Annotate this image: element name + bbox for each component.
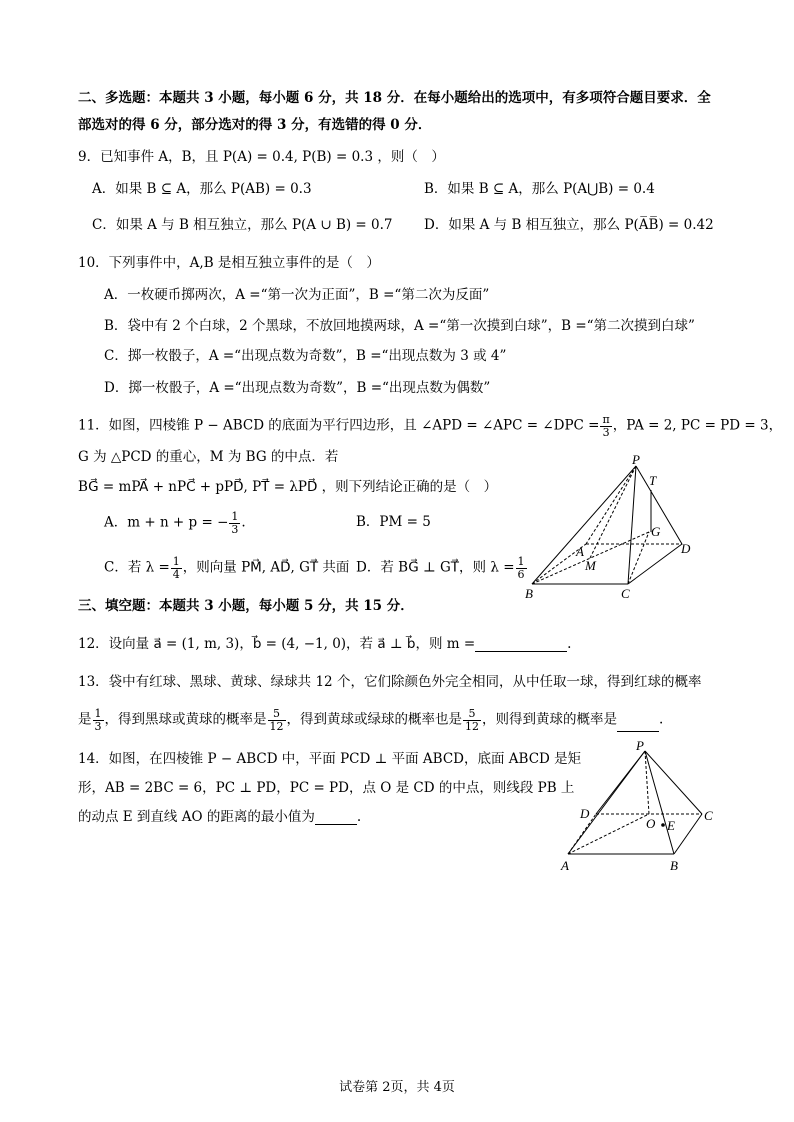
- q11-option-a: [104, 511, 246, 535]
- q10-option-d: D．掷一枚骰子，A =“出现点数为奇数”，B =“出现点数为偶数”: [104, 380, 491, 396]
- label-p: P: [632, 452, 640, 467]
- q11-option-c: [104, 556, 349, 580]
- label-c: C: [621, 586, 630, 601]
- page-footer: 试卷第 2页，共 4页: [339, 1080, 455, 1095]
- label-b: B: [525, 586, 533, 601]
- edge-bc: [674, 814, 702, 854]
- q12-text: 12．设向量 a⃗ = (1, m, 3)，b⃗ = (4, −1, 0)，若 a⃗ ⊥ b⃗，则 m =: [78, 636, 476, 652]
- frac-num: 5: [268, 708, 286, 721]
- frac-num: 1: [517, 555, 525, 568]
- q10-option-b: B．袋中有 2 个白球，2 个黑球，不放回地摸两球，A =“第一次摸到白球”，B =“第二次摸到白球”: [104, 318, 695, 334]
- frac-den: 3: [602, 425, 610, 439]
- q9-option-c: C．如果 A 与 B 相互独立，那么 P(A ∪ B) = 0.7: [92, 217, 393, 233]
- q13-line2: [78, 708, 663, 732]
- q9-stem: 9．已知事件 A，B，且 P(A) = 0.4, P(B) = 0.3 ，则（ ）: [78, 149, 445, 165]
- q11-a-post: .: [241, 514, 246, 531]
- q14-pyramid-figure: [556, 738, 726, 876]
- label-a: A: [561, 858, 569, 873]
- edge-pa: [586, 466, 636, 544]
- q11-stem-line1: [78, 414, 782, 438]
- label-d: D: [681, 541, 691, 556]
- section-2-heading-line1: 二、多选题：本题共 3 小题，每小题 6 分，共 18 分．在每小题给出的选项中，有多项符合题目要求．全: [78, 90, 711, 106]
- segment-po: [645, 751, 649, 814]
- q13-frac-3: [463, 708, 481, 732]
- section-3-heading: 三、填空题：本题共 3 小题，每小题 5 分，共 15 分．: [78, 598, 414, 614]
- q11-stem-line2: G 为 △PCD 的重心，M 为 BG 的中点．若: [78, 449, 339, 465]
- q9-option-d: D．如果 A 与 B 相互独立，那么 P(A̅B̅) = 0.42: [424, 217, 714, 233]
- q12-end: .: [567, 636, 572, 652]
- frac-num: 1: [172, 555, 180, 568]
- frac-num: 1: [94, 707, 102, 720]
- q10-option-a: A．一枚硬币掷两次，A =“第一次为正面”，B =“第二次为反面”: [104, 287, 490, 303]
- label-g: G: [651, 524, 661, 539]
- q13-l2a: 是: [78, 711, 92, 728]
- frac-den: 12: [465, 719, 479, 733]
- q14-text: 的动点 E 到直线 AO 的距离的最小值为: [78, 809, 315, 825]
- q11-option-b: B．PM = 5: [356, 514, 431, 530]
- label-d: D: [580, 806, 590, 821]
- q12-answer-blank[interactable]: [475, 639, 567, 652]
- q11-stem-part1: 11．如图，四棱锥 P − ABCD 的底面为平行四边形，且 ∠APD = ∠APC = ∠DPC =: [78, 417, 600, 434]
- q11-c-post: ，则向量 PM⃗, AD⃗, GT⃗ 共面: [182, 559, 350, 576]
- frac-num: 1: [231, 510, 239, 523]
- q11-a-frac: [229, 511, 240, 535]
- q13-frac-2: [268, 708, 286, 732]
- q11-c-pre: C．若 λ =: [104, 559, 170, 576]
- q11-option-d: [356, 556, 528, 580]
- label-t: T: [649, 473, 657, 488]
- q13-l2b: ，得到黑球或黄球的概率是: [104, 711, 267, 728]
- q11-c-frac: [171, 556, 182, 580]
- q13-l2d: ，则得到黄球的概率是: [482, 711, 617, 728]
- q13-line1: 13．袋中有红球、黑球、黄球、绿球共 12 个，它们除颜色外完全相同，从中任取一球，得到红球的概率: [78, 674, 702, 690]
- frac-num: π: [602, 413, 610, 426]
- edge-pd: [596, 751, 645, 814]
- frac-den: 3: [94, 719, 102, 733]
- frac-den: 4: [172, 567, 180, 581]
- label-p: P: [636, 738, 644, 753]
- point-e: [661, 823, 665, 827]
- q10-option-c: C．掷一枚骰子，A =“出现点数为奇数”，B =“出现点数为 3 或 4”: [104, 348, 507, 364]
- q11-pyramid-figure: [515, 452, 715, 604]
- q10-stem: 10．下列事件中，A,B 是相互独立事件的是（ ）: [78, 255, 380, 271]
- q9-option-b: B．如果 B ⊆ A，那么 P(A⋃B) = 0.4: [424, 181, 655, 197]
- q12-stem: [78, 638, 571, 652]
- frac-den: 3: [231, 522, 239, 536]
- q14-line2: 形，AB = 2BC = 6，PC ⊥ PD，PC = PD，点 O 是 CD 的中点，则线段 PB 上: [78, 780, 575, 796]
- label-m: M: [585, 558, 596, 573]
- edge-pc: [628, 466, 636, 584]
- q11-a-pre: A．m + n + p = −: [104, 514, 229, 531]
- section-2-heading-line2: 部选对的得 6 分，部分选对的得 3 分，有选错的得 0 分．: [78, 117, 432, 133]
- q11-d-pre: D．若 BG⃗ ⊥ GT⃗，则 λ =: [356, 559, 515, 576]
- q11-stem-line3: BG⃗ = mPA⃗ + nPC⃗ + pPD⃗, PT⃗ = λPD⃗ ，则下列结论正确的是（ ）: [78, 479, 498, 495]
- edge-pb: [532, 466, 636, 584]
- q9-option-a: A．如果 B ⊆ A，那么 P(AB) = 0.3: [92, 181, 312, 197]
- q11-stem-part2: ，PA = 2, PC = PD = 3，: [612, 417, 783, 434]
- label-a: A: [576, 544, 584, 559]
- label-e: E: [667, 818, 675, 833]
- label-b: B: [670, 858, 678, 873]
- frac-num: 5: [463, 708, 481, 721]
- q14-end: .: [356, 809, 362, 825]
- label-o: O: [646, 816, 656, 831]
- frac-den: 12: [269, 719, 284, 733]
- q14-line3: [78, 811, 361, 825]
- q13-end: .: [659, 711, 664, 728]
- q13-answer-blank[interactable]: [617, 719, 659, 732]
- q13-frac-1: [93, 708, 104, 732]
- q13-l2c: ，得到黄球或绿球的概率也是: [286, 711, 462, 728]
- q14-answer-blank[interactable]: [315, 812, 357, 825]
- q11-pi-over-3: [600, 414, 611, 438]
- q14-line1: 14．如图，在四棱锥 P − ABCD 中，平面 PCD ⊥ 平面 ABCD，底面 ABCD 是矩: [78, 751, 582, 767]
- frac-den: 6: [517, 567, 525, 581]
- label-c: C: [704, 808, 713, 823]
